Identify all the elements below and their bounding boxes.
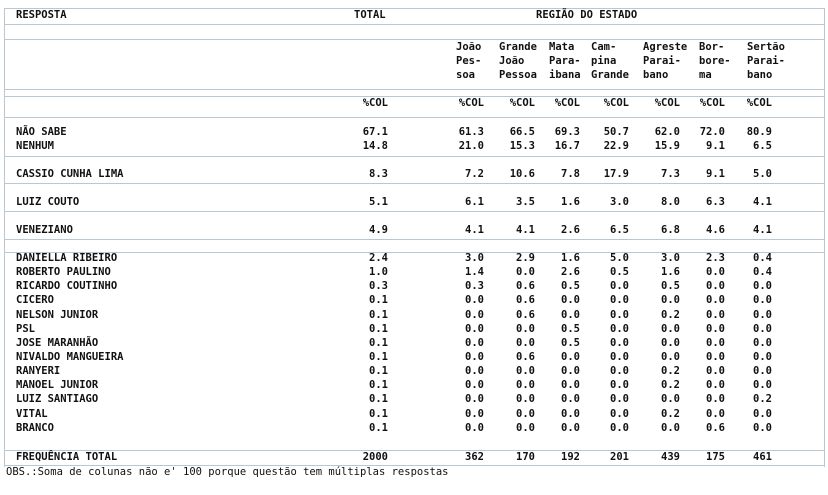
row-value: 17.9	[603, 168, 629, 180]
row-total: 5.1	[369, 196, 388, 208]
row-value: 0.0	[465, 323, 484, 335]
col-label: %COL	[458, 97, 484, 109]
row-total: 1.0	[369, 266, 388, 278]
row-total: 0.1	[369, 337, 388, 349]
row-label: NENHUM	[16, 140, 54, 152]
row-value: 0.0	[516, 393, 535, 405]
row-total: 67.1	[362, 126, 388, 138]
row-value: 0.0	[610, 280, 629, 292]
row-value: 0.0	[516, 408, 535, 420]
row-value: 0.0	[661, 323, 680, 335]
row-value: 0.0	[706, 379, 725, 391]
row-value: 2.3	[706, 252, 725, 264]
row-label: PSL	[16, 323, 35, 335]
frequencia-label: FREQUÊNCIA TOTAL	[16, 451, 118, 463]
row-value: 0.2	[661, 365, 680, 377]
row-total: 0.1	[369, 323, 388, 335]
row-value: 80.9	[746, 126, 772, 138]
region-header-2: Grande	[499, 41, 537, 53]
row-value: 0.4	[753, 252, 772, 264]
col-label: %COL	[509, 97, 535, 109]
row-value: 62.0	[654, 126, 680, 138]
row-value: 0.0	[753, 422, 772, 434]
row-value: 0.0	[753, 351, 772, 363]
row-value: 0.0	[516, 422, 535, 434]
region-header-3: Mata	[549, 41, 575, 53]
row-value: 1.4	[465, 266, 484, 278]
region-header-6: ma	[699, 69, 712, 81]
row-value: 0.0	[706, 365, 725, 377]
row-total: 8.3	[369, 168, 388, 180]
row-value: 4.1	[516, 224, 535, 236]
row-value: 0.0	[610, 351, 629, 363]
row-total: 0.1	[369, 408, 388, 420]
row-value: 0.0	[561, 379, 580, 391]
row-label: ROBERTO PAULINO	[16, 266, 111, 278]
row-value: 10.6	[509, 168, 535, 180]
row-value: 21.0	[458, 140, 484, 152]
region-header-6: bore-	[699, 55, 731, 67]
row-value: 6.5	[753, 140, 772, 152]
row-value: 0.0	[465, 422, 484, 434]
row-value: 0.2	[661, 408, 680, 420]
header-regiao: REGIÃO DO ESTADO	[536, 9, 638, 21]
row-value: 7.3	[661, 168, 680, 180]
grid-line	[4, 39, 824, 40]
region-header-5: Agreste	[643, 41, 688, 53]
row-value: 72.0	[699, 126, 725, 138]
row-value: 0.2	[661, 379, 680, 391]
grid-line	[4, 8, 824, 9]
row-value: 6.5	[610, 224, 629, 236]
row-value: 2.6	[561, 224, 580, 236]
row-value: 0.6	[516, 294, 535, 306]
row-value: 0.6	[516, 280, 535, 292]
row-label: NÃO SABE	[16, 126, 67, 138]
row-label: CASSIO CUNHA LIMA	[16, 168, 124, 180]
region-header-2: Pessoa	[499, 69, 537, 81]
grid-border	[4, 8, 5, 467]
row-value: 0.5	[610, 266, 629, 278]
row-value: 15.3	[509, 140, 535, 152]
region-header-1: João	[456, 41, 482, 53]
row-label: DANIELLA RIBEIRO	[16, 252, 118, 264]
row-total: 2.4	[369, 252, 388, 264]
row-value: 4.1	[465, 224, 484, 236]
frequencia-value: 170	[516, 451, 535, 463]
row-value: 0.0	[561, 351, 580, 363]
row-value: 0.0	[465, 408, 484, 420]
row-value: 0.0	[610, 422, 629, 434]
col-label: %COL	[746, 97, 772, 109]
region-header-5: bano	[643, 69, 669, 81]
row-value: 0.0	[753, 323, 772, 335]
row-value: 0.5	[661, 280, 680, 292]
row-label: NIVALDO MANGUEIRA	[16, 351, 124, 363]
row-value: 0.0	[516, 379, 535, 391]
row-value: 5.0	[610, 252, 629, 264]
row-value: 0.0	[753, 379, 772, 391]
grid-border	[824, 8, 825, 467]
col-label: %COL	[699, 97, 725, 109]
col-label-total: %COL	[362, 97, 388, 109]
frequencia-value: 439	[661, 451, 680, 463]
row-label: BRANCO	[16, 422, 54, 434]
row-value: 8.0	[661, 196, 680, 208]
region-header-1: soa	[456, 69, 475, 81]
header-total: TOTAL	[354, 9, 386, 21]
row-value: 66.5	[509, 126, 535, 138]
row-value: 0.0	[561, 309, 580, 321]
row-label: RICARDO COUTINHO	[16, 280, 118, 292]
row-label: VENEZIANO	[16, 224, 73, 236]
row-value: 0.2	[661, 309, 680, 321]
row-label: LUIZ SANTIAGO	[16, 393, 99, 405]
row-value: 2.6	[561, 266, 580, 278]
row-label: JOSE MARANHÃO	[16, 337, 99, 349]
row-value: 0.0	[610, 393, 629, 405]
row-value: 3.0	[661, 252, 680, 264]
row-value: 6.3	[706, 196, 725, 208]
row-value: 0.0	[465, 337, 484, 349]
row-value: 0.5	[561, 280, 580, 292]
col-label: %COL	[603, 97, 629, 109]
row-value: 0.0	[465, 365, 484, 377]
row-value: 7.8	[561, 168, 580, 180]
row-value: 0.0	[610, 365, 629, 377]
row-value: 3.5	[516, 196, 535, 208]
row-value: 0.0	[561, 393, 580, 405]
row-value: 0.0	[610, 379, 629, 391]
grid-line	[4, 211, 824, 212]
row-value: 4.1	[753, 196, 772, 208]
grid-line	[4, 117, 824, 118]
row-value: 0.0	[561, 365, 580, 377]
row-value: 0.0	[610, 294, 629, 306]
grid-line	[4, 183, 824, 184]
region-header-6: Bor-	[699, 41, 725, 53]
row-value: 0.6	[516, 351, 535, 363]
row-value: 61.3	[458, 126, 484, 138]
header-resposta: RESPOSTA	[16, 9, 67, 21]
frequencia-value: 201	[610, 451, 629, 463]
region-header-2: João	[499, 55, 525, 67]
row-label: VITAL	[16, 408, 48, 420]
row-value: 0.0	[516, 337, 535, 349]
region-header-5: Parai-	[643, 55, 681, 67]
row-value: 2.9	[516, 252, 535, 264]
row-total: 0.1	[369, 351, 388, 363]
grid-line	[4, 24, 824, 25]
region-header-4: pina	[591, 55, 617, 67]
row-value: 0.0	[465, 393, 484, 405]
row-value: 0.0	[661, 337, 680, 349]
row-value: 0.0	[561, 294, 580, 306]
region-header-4: Cam-	[591, 41, 617, 53]
row-value: 50.7	[603, 126, 629, 138]
row-total: 0.3	[369, 280, 388, 292]
row-value: 0.0	[661, 294, 680, 306]
frequencia-value: 362	[465, 451, 484, 463]
row-value: 0.6	[516, 309, 535, 321]
row-total: 0.1	[369, 294, 388, 306]
row-value: 0.0	[465, 309, 484, 321]
row-total: 0.1	[369, 365, 388, 377]
col-label: %COL	[654, 97, 680, 109]
row-value: 0.6	[706, 422, 725, 434]
row-value: 0.5	[561, 323, 580, 335]
row-value: 16.7	[554, 140, 580, 152]
row-value: 0.0	[706, 393, 725, 405]
row-value: 3.0	[610, 196, 629, 208]
region-header-7: Sertão	[747, 41, 785, 53]
region-header-4: Grande	[591, 69, 629, 81]
row-value: 15.9	[654, 140, 680, 152]
col-label: %COL	[554, 97, 580, 109]
row-value: 0.0	[610, 408, 629, 420]
row-value: 0.0	[465, 294, 484, 306]
row-value: 9.1	[706, 168, 725, 180]
row-total: 0.1	[369, 309, 388, 321]
row-value: 0.0	[465, 351, 484, 363]
row-value: 4.6	[706, 224, 725, 236]
region-header-7: Parai-	[747, 55, 785, 67]
row-value: 6.8	[661, 224, 680, 236]
row-value: 5.0	[753, 168, 772, 180]
row-label: NELSON JUNIOR	[16, 309, 99, 321]
grid-line	[4, 450, 824, 451]
row-value: 0.0	[465, 379, 484, 391]
frequencia-value: 192	[561, 451, 580, 463]
row-label: RANYERI	[16, 365, 61, 377]
row-value: 0.0	[706, 337, 725, 349]
row-value: 0.0	[706, 266, 725, 278]
row-value: 9.1	[706, 140, 725, 152]
row-value: 0.0	[753, 337, 772, 349]
region-header-1: Pes-	[456, 55, 482, 67]
row-value: 0.0	[706, 351, 725, 363]
row-value: 1.6	[561, 252, 580, 264]
row-value: 0.0	[706, 280, 725, 292]
row-value: 0.0	[753, 280, 772, 292]
row-value: 3.0	[465, 252, 484, 264]
grid-line	[4, 156, 824, 157]
row-value: 0.0	[561, 408, 580, 420]
row-total: 0.1	[369, 379, 388, 391]
row-label: MANOEL JUNIOR	[16, 379, 99, 391]
row-total: 4.9	[369, 224, 388, 236]
row-value: 0.0	[610, 309, 629, 321]
frequencia-value: 461	[753, 451, 772, 463]
row-value: 0.0	[753, 309, 772, 321]
row-value: 4.1	[753, 224, 772, 236]
frequencia-value: 175	[706, 451, 725, 463]
region-header-7: bano	[747, 69, 773, 81]
row-value: 7.2	[465, 168, 484, 180]
row-value: 0.0	[661, 351, 680, 363]
row-value: 0.5	[561, 337, 580, 349]
row-value: 1.6	[661, 266, 680, 278]
row-value: 0.0	[753, 365, 772, 377]
grid-line	[4, 239, 824, 240]
row-value: 0.0	[610, 323, 629, 335]
row-value: 0.2	[753, 393, 772, 405]
region-header-3: Para-	[549, 55, 581, 67]
row-value: 0.0	[561, 422, 580, 434]
row-value: 0.0	[753, 294, 772, 306]
region-header-3: ibana	[549, 69, 581, 81]
row-value: 0.0	[706, 323, 725, 335]
grid-line	[4, 252, 824, 253]
row-total: 14.8	[362, 140, 388, 152]
row-value: 0.0	[753, 408, 772, 420]
grid-line	[4, 89, 824, 90]
row-value: 0.3	[465, 280, 484, 292]
row-label: CICERO	[16, 294, 54, 306]
row-value: 0.4	[753, 266, 772, 278]
row-label: LUIZ COUTO	[16, 196, 80, 208]
row-value: 0.0	[661, 393, 680, 405]
row-total: 0.1	[369, 393, 388, 405]
row-value: 0.0	[706, 309, 725, 321]
row-value: 69.3	[554, 126, 580, 138]
row-value: 0.0	[706, 294, 725, 306]
row-value: 0.0	[516, 365, 535, 377]
row-value: 0.0	[706, 408, 725, 420]
row-value: 1.6	[561, 196, 580, 208]
row-value: 0.0	[516, 323, 535, 335]
obs-note: OBS.:Soma de colunas não e' 100 porque questão tem múltiplas respostas	[6, 466, 449, 478]
row-value: 0.0	[610, 337, 629, 349]
row-total: 0.1	[369, 422, 388, 434]
row-value: 0.0	[661, 422, 680, 434]
frequencia-total: 2000	[362, 451, 388, 463]
row-value: 22.9	[603, 140, 629, 152]
row-value: 0.0	[516, 266, 535, 278]
row-value: 6.1	[465, 196, 484, 208]
